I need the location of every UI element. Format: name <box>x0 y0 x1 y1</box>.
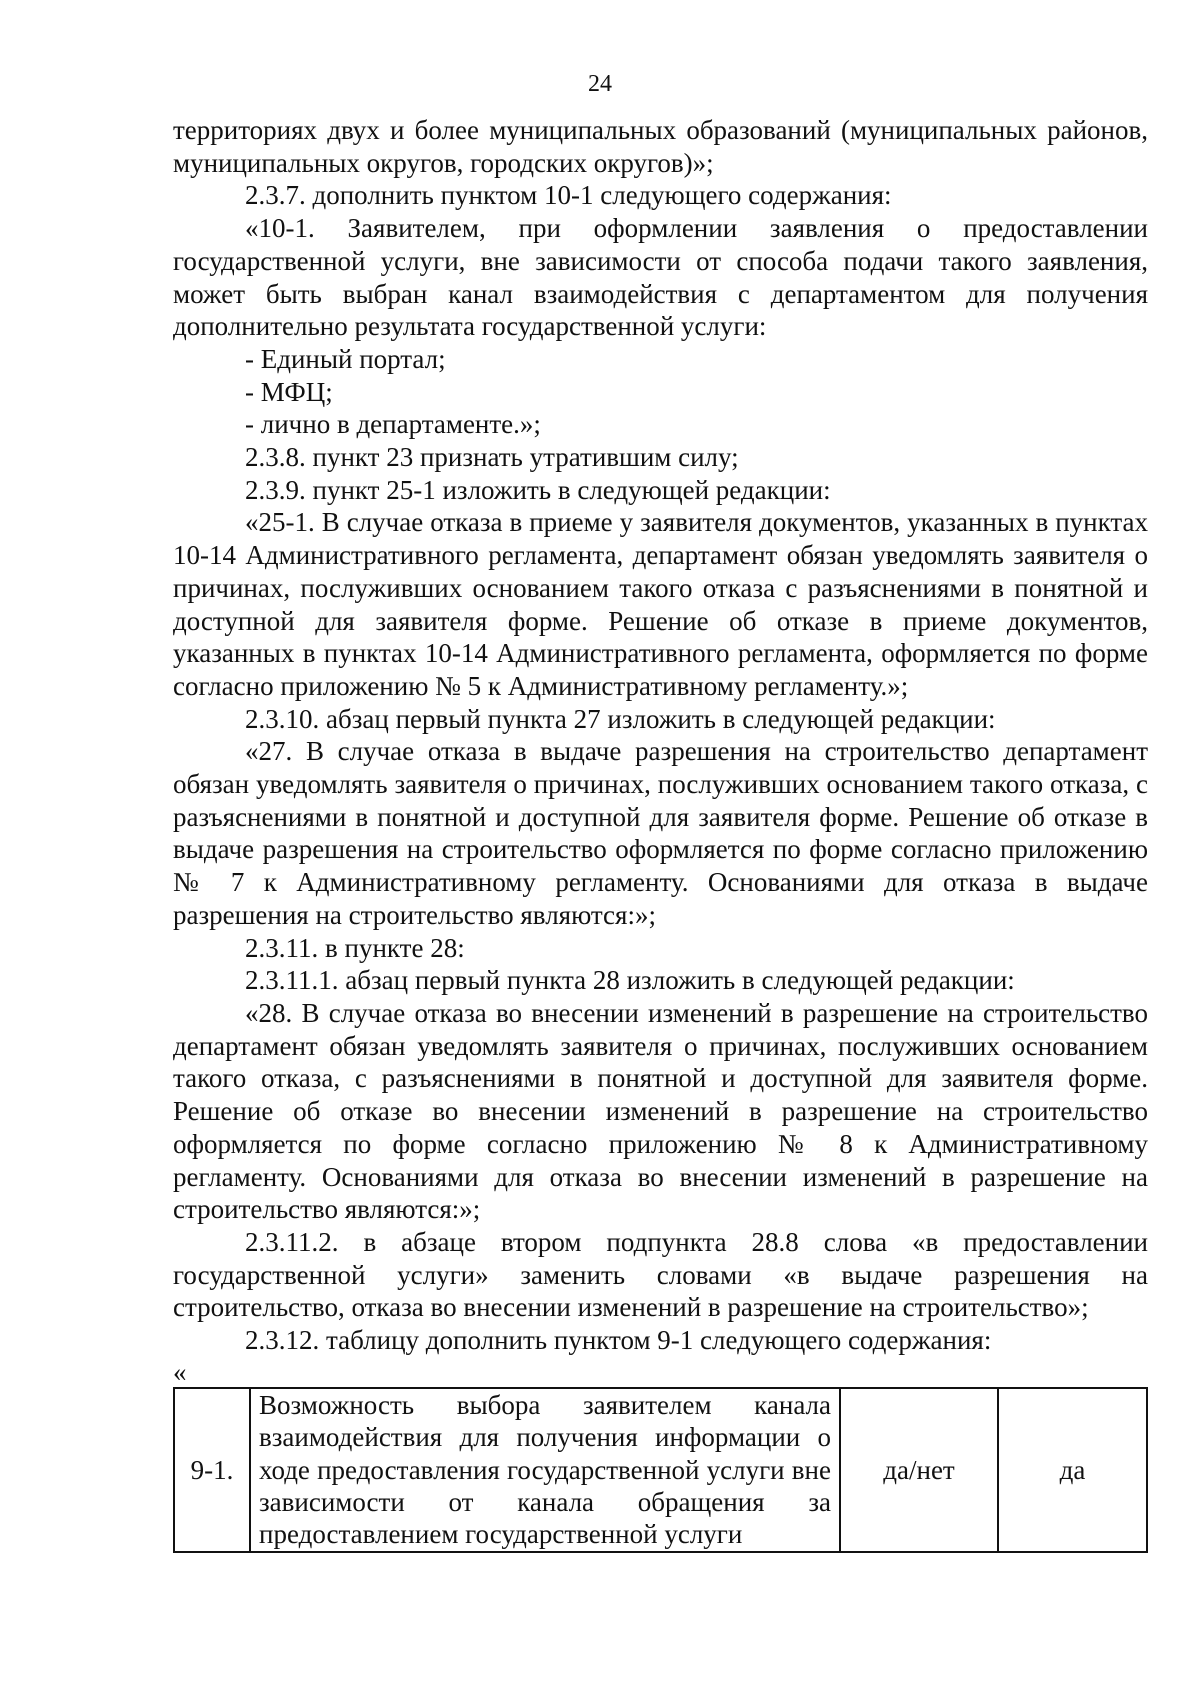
list-item: - Единый портал; <box>245 343 446 374</box>
row-description-cell: Возможность выбора заявителем канала взаимодействия для получения информации о ходе предоставления государственной услуги вне зависимости от канала обращения за предоставлением государственной услуги <box>250 1388 840 1552</box>
addition-table <box>173 1387 1148 1553</box>
list-item: - МФЦ; <box>245 376 333 407</box>
paragraph: 2.3.11. в пункте 28: <box>245 932 465 963</box>
table-row <box>174 1388 1147 1552</box>
paragraph: 2.3.10. абзац первый пункта 27 изложить в следующей редакции: <box>245 703 996 734</box>
paragraph: 2.3.9. пункт 25-1 изложить в следующей редакции: <box>245 474 831 505</box>
page-number: 24 <box>588 71 612 97</box>
row-number-cell: 9-1. <box>174 1388 250 1552</box>
row-value-cell: да <box>998 1388 1147 1552</box>
paragraph: «27. В случае отказа в выдаче разрешения на строительство департамент обязан уведомлять заявителя о причинах, послуживших основанием такого отказа, с разъяснениями в понятной и доступной для заявителя форме. Решение об отказе в выдаче разрешения на строительство оформляется по форме согласно приложению № 7 к Административному регламенту. Основаниями для отказа в выдаче разрешения на строительство являются:»; <box>173 736 1148 930</box>
paragraph: 2.3.11.1. абзац первый пункта 28 изложить в следующей редакции: <box>245 965 1015 996</box>
paragraph: 2.3.11.2. в абзаце втором подпункта 28.8 слова «в предоставлении государственной услуги» заменить словами «в выдаче разрешения на строительство, отказа во внесении изменений в разрешение на строительство»; <box>173 1226 1148 1323</box>
paragraph: «10-1. Заявителем, при оформлении заявления о предоставлении государственной услуги, вне зависимости от способа подачи такого заявления, может быть выбран канал взаимодействия с департаментом для получения дополнительно результата государственной услуги: <box>173 213 1148 342</box>
row-options-cell: да/нет <box>840 1388 998 1552</box>
document-body <box>173 114 1148 1553</box>
paragraph: 2.3.12. таблицу дополнить пунктом 9-1 следующего содержания: <box>245 1325 992 1356</box>
opening-quote: « <box>173 1356 187 1387</box>
paragraph: территориях двух и более муниципальных образований (муниципальных районов, муниципальных округов, городских округов)»; <box>173 115 1148 178</box>
paragraph: «25-1. В случае отказа в приеме у заявителя документов, указанных в пунктах 10-14 Административного регламента, департамент обязан уведомлять заявителя о причинах, послуживших основанием такого отказа с разъяснениями в понятной и доступной для заявителя форме. Решение об отказе в приеме документов, указанных в пунктах 10-14 Административного регламента, оформляется по форме согласно приложению № 5 к Административному регламенту.»; <box>173 507 1148 701</box>
list-item: - лично в департаменте.»; <box>245 409 541 440</box>
paragraph: «28. В случае отказа во внесении изменений в разрешение на строительство департамент обязан уведомлять заявителя о причинах, послуживших основанием такого отказа, с разъяснениями в понятной и доступной для заявителя форме. Решение об отказе во внесении изменений в разрешение на строительство оформляется по форме согласно приложению № 8 к Административному регламенту. Основаниями для отказа во внесении изменений в разрешение на строительство являются:»; <box>173 997 1148 1225</box>
paragraph: 2.3.7. дополнить пунктом 10-1 следующего содержания: <box>245 180 892 211</box>
paragraph: 2.3.8. пункт 23 признать утратившим силу; <box>245 442 739 473</box>
